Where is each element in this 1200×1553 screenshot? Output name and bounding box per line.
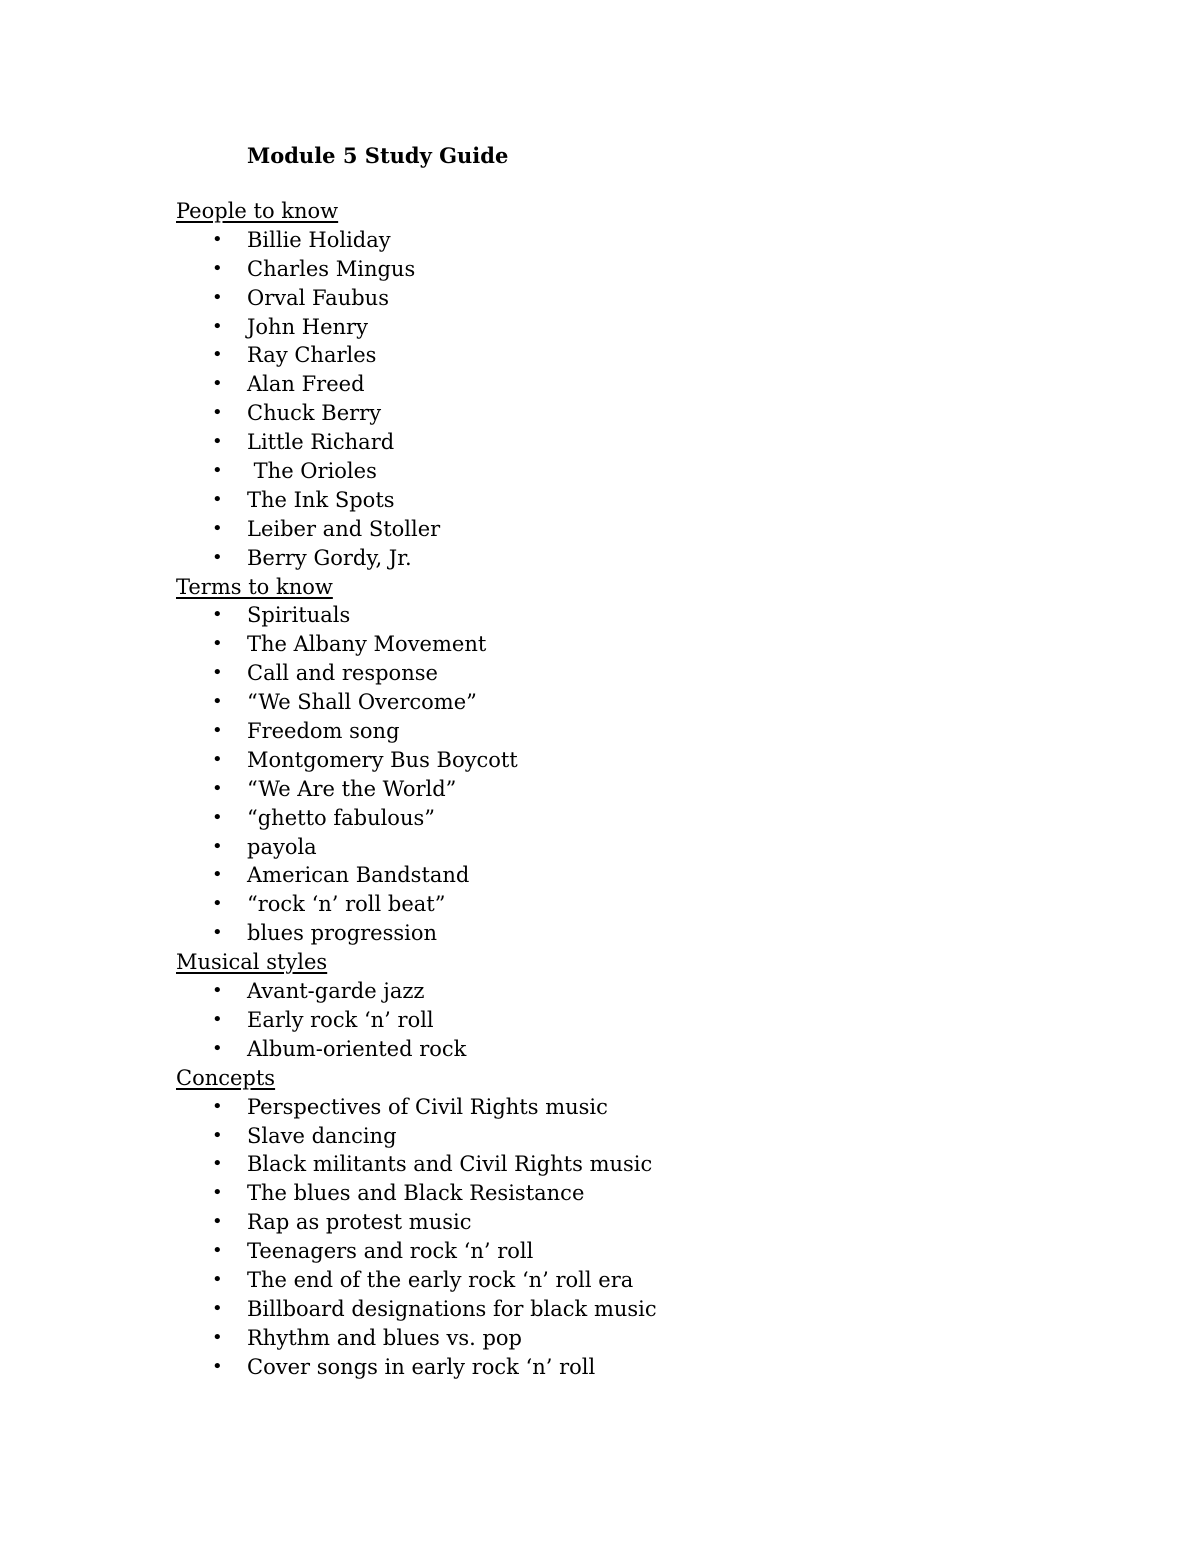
- bullet-icon: •: [212, 1211, 223, 1233]
- document-body: [176, 197, 1076, 1382]
- bullet-icon: •: [212, 662, 223, 684]
- bullet-icon: •: [212, 604, 223, 626]
- list-item: [176, 515, 1076, 544]
- list-item-text: Alan Freed: [247, 372, 365, 397]
- list-item-text: Chuck Berry: [247, 401, 382, 426]
- bullet-icon: •: [212, 257, 223, 279]
- list-item-text: Rhythm and blues vs. pop: [247, 1325, 522, 1350]
- list-item: [176, 313, 1076, 342]
- bullet-icon: •: [212, 691, 223, 713]
- list-item-text: The Ink Spots: [247, 487, 395, 512]
- list-item: [176, 428, 1076, 457]
- bullet-icon: •: [212, 980, 223, 1002]
- section-heading: Musical styles: [176, 950, 328, 975]
- bullet-icon: •: [212, 373, 223, 395]
- list-item: [176, 659, 1076, 688]
- list-item: [176, 1295, 1076, 1324]
- section-heading: Concepts: [176, 1065, 276, 1090]
- list-item: [176, 890, 1076, 919]
- list-item-text: “rock ‘n’ roll beat”: [247, 892, 446, 917]
- bullet-icon: •: [212, 228, 223, 250]
- list-item-text: Album-oriented rock: [247, 1036, 467, 1061]
- list-item: [176, 399, 1076, 428]
- document-title: Module 5 Study Guide: [247, 143, 509, 168]
- bullet-icon: •: [212, 460, 223, 482]
- bullet-icon: •: [212, 315, 223, 337]
- bullet-icon: •: [212, 720, 223, 742]
- list-item: [176, 1353, 1076, 1382]
- list-item: [176, 775, 1076, 804]
- bullet-list: [176, 226, 1076, 573]
- list-item-text: John Henry: [247, 314, 368, 339]
- list-item-text: Call and response: [247, 661, 438, 686]
- bullet-icon: •: [212, 1037, 223, 1059]
- list-item-text: Early rock ‘n’ roll: [247, 1007, 434, 1032]
- list-item-text: Slave dancing: [247, 1123, 397, 1148]
- list-item: [176, 486, 1076, 515]
- list-item-text: Berry Gordy, Jr.: [247, 545, 412, 570]
- list-item: [176, 370, 1076, 399]
- list-item-text: Spirituals: [247, 603, 351, 628]
- list-item: [176, 688, 1076, 717]
- list-item: [176, 746, 1076, 775]
- bullet-icon: •: [212, 1153, 223, 1175]
- list-item: [176, 919, 1076, 948]
- bullet-icon: •: [212, 633, 223, 655]
- list-item-text: Perspectives of Civil Rights music: [247, 1094, 608, 1119]
- list-item-text: The end of the early rock ‘n’ roll era: [247, 1267, 634, 1292]
- list-item: [176, 630, 1076, 659]
- bullet-icon: •: [212, 806, 223, 828]
- list-item: [176, 601, 1076, 630]
- bullet-icon: •: [212, 748, 223, 770]
- list-item-text: Leiber and Stoller: [247, 516, 441, 541]
- list-item-text: Cover songs in early rock ‘n’ roll: [247, 1354, 596, 1379]
- list-item: [176, 1035, 1076, 1064]
- list-item-text: The Orioles: [247, 459, 377, 484]
- bullet-icon: •: [212, 835, 223, 857]
- list-item-text: Montgomery Bus Boycott: [247, 747, 518, 772]
- list-item: [176, 804, 1076, 833]
- list-item-text: blues progression: [247, 921, 438, 946]
- bullet-icon: •: [212, 286, 223, 308]
- list-item: [176, 1122, 1076, 1151]
- bullet-icon: •: [212, 1240, 223, 1262]
- list-item-text: Billboard designations for black music: [247, 1296, 657, 1321]
- bullet-list: [176, 977, 1076, 1064]
- list-item: [176, 717, 1076, 746]
- bullet-icon: •: [212, 1297, 223, 1319]
- bullet-icon: •: [212, 1124, 223, 1146]
- section-heading: Terms to know: [176, 574, 333, 599]
- bullet-icon: •: [212, 1268, 223, 1290]
- list-item-text: Ray Charles: [247, 343, 377, 368]
- list-item-text: Freedom song: [247, 719, 400, 744]
- section-heading: People to know: [176, 199, 339, 223]
- bullet-icon: •: [212, 777, 223, 799]
- list-item-text: “We Are the World”: [247, 776, 457, 801]
- bullet-icon: •: [212, 893, 223, 915]
- list-item: [176, 1324, 1076, 1353]
- list-item-text: Charles Mingus: [247, 256, 416, 281]
- list-item-text: “ghetto fabulous”: [247, 805, 435, 830]
- list-item-text: payola: [247, 834, 317, 859]
- list-item-text: The blues and Black Resistance: [247, 1181, 585, 1206]
- list-item: [176, 833, 1076, 862]
- list-item-text: Teenagers and rock ‘n’ roll: [247, 1239, 534, 1264]
- list-item: [176, 1150, 1076, 1179]
- list-item-text: Avant-garde jazz: [247, 979, 425, 1004]
- list-item: [176, 1266, 1076, 1295]
- bullet-icon: •: [212, 1355, 223, 1377]
- bullet-icon: •: [212, 488, 223, 510]
- list-item: [176, 861, 1076, 890]
- bullet-icon: •: [212, 431, 223, 453]
- list-item: [176, 255, 1076, 284]
- list-item: [176, 457, 1076, 486]
- list-item-text: Orval Faubus: [247, 285, 389, 310]
- list-item-text: Billie Holiday: [247, 227, 391, 252]
- list-item-text: The Albany Movement: [247, 632, 487, 657]
- bullet-icon: •: [212, 1326, 223, 1348]
- list-item: [176, 284, 1076, 313]
- list-item: [176, 544, 1076, 573]
- list-item-text: Little Richard: [247, 430, 395, 455]
- list-item: [176, 1093, 1076, 1122]
- bullet-icon: •: [212, 402, 223, 424]
- bullet-icon: •: [212, 344, 223, 366]
- list-item: [176, 1179, 1076, 1208]
- list-item: [176, 226, 1076, 255]
- bullet-icon: •: [212, 1008, 223, 1030]
- bullet-icon: •: [212, 546, 223, 568]
- list-item: [176, 1237, 1076, 1266]
- list-item: [176, 341, 1076, 370]
- list-item-text: American Bandstand: [247, 863, 470, 888]
- bullet-icon: •: [212, 864, 223, 886]
- list-item-text: Black militants and Civil Rights music: [247, 1152, 653, 1177]
- bullet-icon: •: [212, 1095, 223, 1117]
- bullet-list: [176, 1093, 1076, 1382]
- list-item: [176, 1006, 1076, 1035]
- bullet-icon: •: [212, 922, 223, 944]
- bullet-icon: •: [212, 517, 223, 539]
- bullet-list: [176, 601, 1076, 948]
- list-item: [176, 1208, 1076, 1237]
- list-item-text: Rap as protest music: [247, 1210, 472, 1235]
- list-item: [176, 977, 1076, 1006]
- list-item-text: “We Shall Overcome”: [247, 690, 477, 715]
- bullet-icon: •: [212, 1182, 223, 1204]
